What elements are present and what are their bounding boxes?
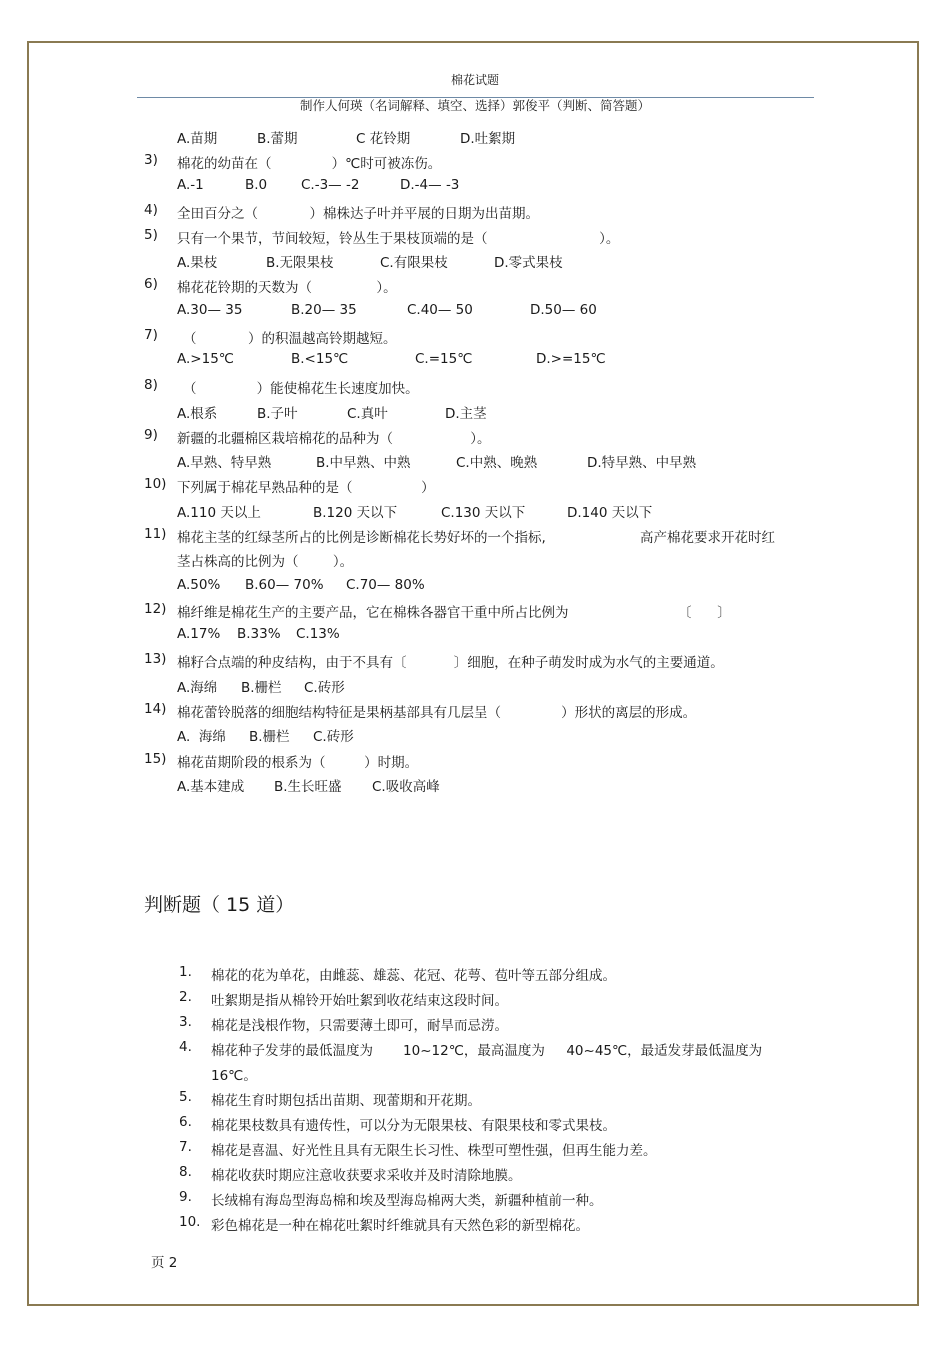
question-number: 10) [144,476,167,492]
option: B.栅栏 [241,680,282,696]
option: C.真叶 [347,406,388,422]
question-number: 14) [144,701,167,717]
option: D.>=15℃ [536,351,606,367]
option: D.特早熟、中早熟 [587,455,697,471]
option: D.50— 60 [530,302,597,318]
item-text: 棉花生育时期包括出苗期、现蕾期和开花期。 [211,1093,481,1109]
question-text: （ ）的积温越高铃期越短。 [183,331,397,347]
page-header-subtitle: 制作人何瑛（名词解释、填空、选择）郭俊平（判断、简答题） [299,98,650,113]
question-number: 15) [144,751,167,767]
question-text: 棉花的幼苗在（ ）℃时可被冻伤。 [177,156,442,172]
item-text: 棉花的花为单花，由雌蕊、雄蕊、花冠、花萼、苞叶等五部分组成。 [211,968,616,984]
item-number: 3. [179,1014,192,1030]
question-text: 只有一个果节，节间较短，铃丛生于果枝顶端的是（ ）。 [177,231,620,247]
question-text: （ ）能使棉花生长速度加快。 [183,381,419,397]
option: A.苗期 [177,131,218,147]
option: A.海绵 [177,680,218,696]
section-title-judgment: 判断题（ 15 道） [144,894,295,916]
option: D.140 天以下 [567,505,653,521]
question-number: 7) [144,327,158,343]
option: A.早熟、特早熟 [177,455,272,471]
question-text: 棉花苗期阶段的根系为（ ）时期。 [177,755,419,771]
page-header-title: 棉花试题 [450,73,499,87]
option: B.无限果枝 [266,255,334,271]
option: B.栅栏 [249,729,290,745]
item-text: 棉花是浅根作物，只需要薄土即可，耐旱而忌涝。 [211,1018,508,1034]
question-text: 棉花花铃期的天数为（ ）。 [177,280,397,296]
option: B.60— 70% [245,577,324,593]
question-number: 4) [144,202,158,218]
question-text: 棉花蕾铃脱落的细胞结构特征是果柄基部具有几层呈（ ）形状的离层的形成。 [177,705,697,721]
question-number: 3) [144,152,158,168]
option: A. 海绵 [177,729,226,745]
item-number: 4. [179,1039,192,1055]
option: B.120 天以下 [313,505,398,521]
option: C.40— 50 [407,302,473,318]
item-text: 棉花果枝数具有遗传性，可以分为无限果枝、有限果枝和零式果枝。 [211,1118,616,1134]
option: B.20— 35 [291,302,357,318]
option: A.17% [177,626,221,642]
option: B.33% [237,626,281,642]
item-text: 棉花是喜温、好光性且具有无限生长习性、株型可塑性强，但再生能力差。 [211,1143,657,1159]
option: A.果枝 [177,255,218,271]
item-text: 吐絮期是指从棉铃开始吐絮到收花结束这段时间。 [211,993,508,1009]
question-text: 〔 〕 [678,605,731,621]
item-text: 彩色棉花是一种在棉花吐絮时纤维就具有天然色彩的新型棉花。 [211,1218,589,1234]
option: B.子叶 [257,406,298,422]
option: C.13% [296,626,340,642]
option: B.0 [245,177,268,193]
option: A.30— 35 [177,302,243,318]
question-text: 下列属于棉花早熟品种的是（ ） [177,480,435,496]
question-number: 8) [144,377,158,393]
question-number: 9) [144,427,158,443]
question-number: 12) [144,601,167,617]
item-text: 长绒棉有海岛型海岛棉和埃及型海岛棉两大类，新疆种植前一种。 [211,1193,603,1209]
option: C.砖形 [304,680,345,696]
option: D.吐絮期 [460,131,516,147]
option: C.130 天以下 [441,505,526,521]
option: B.<15℃ [291,351,349,367]
item-number: 1. [179,964,192,980]
question-number: 13) [144,651,167,667]
question-text: 棉籽合点端的种皮结构，由于不具有〔 〕细胞，在种子萌发时成为水气的主要通道。 [177,655,724,671]
question-text: 棉纤维是棉花生产的主要产品，它在棉株各器官干重中所占比例为 [177,605,569,621]
option: B.中早熟、中熟 [316,455,411,471]
option: C.中熟、晚熟 [456,455,538,471]
question-number: 6) [144,276,158,292]
item-number: 10. [179,1214,201,1230]
question-text: 棉花主茎的红绿茎所占的比例是诊断棉花长势好坏的一个指标, [177,530,546,546]
option: A.基本建成 [177,779,245,795]
item-number: 8. [179,1164,192,1180]
option: A.根系 [177,406,218,422]
question-text: 茎占株高的比例为（ ）。 [177,554,354,570]
option: C.砖形 [313,729,354,745]
item-text: 棉花种子发芽的最低温度为 10~12℃，最高温度为 40~45℃，最适发芽最低温度为 [211,1043,763,1059]
item-number: 2. [179,989,192,1005]
option: D.-4— -3 [400,177,460,193]
question-text: 全田百分之（ ）棉株达子叶并平展的日期为出苗期。 [177,206,539,222]
option: A.-1 [177,177,204,193]
question-text: 高产棉花要求开花时红 [640,530,775,546]
option: B.蕾期 [257,131,298,147]
item-text-continued: 16℃。 [211,1068,257,1084]
option: C.有限果枝 [380,255,448,271]
option: B.生长旺盛 [274,779,342,795]
item-number: 5. [179,1089,192,1105]
item-number: 6. [179,1114,192,1130]
option: C.吸收高峰 [372,779,440,795]
option: A.110 天以上 [177,505,261,521]
item-text: 棉花收获时期应注意收获要求采收并及时清除地膜。 [211,1168,522,1184]
option: D.主茎 [445,406,487,422]
option: C.=15℃ [415,351,473,367]
question-number: 11) [144,526,167,542]
item-number: 9. [179,1189,192,1205]
option: A.50% [177,577,221,593]
option: C.-3— -2 [301,177,360,193]
option: C.70— 80% [346,577,425,593]
question-number: 5) [144,227,158,243]
page-number: 页 2 [151,1255,178,1271]
item-number: 7. [179,1139,192,1155]
option: A.>15℃ [177,351,234,367]
question-text: 新疆的北疆棉区栽培棉花的品种为（ ）。 [177,431,491,447]
option: C 花铃期 [356,131,411,147]
option: D.零式果枝 [494,255,563,271]
